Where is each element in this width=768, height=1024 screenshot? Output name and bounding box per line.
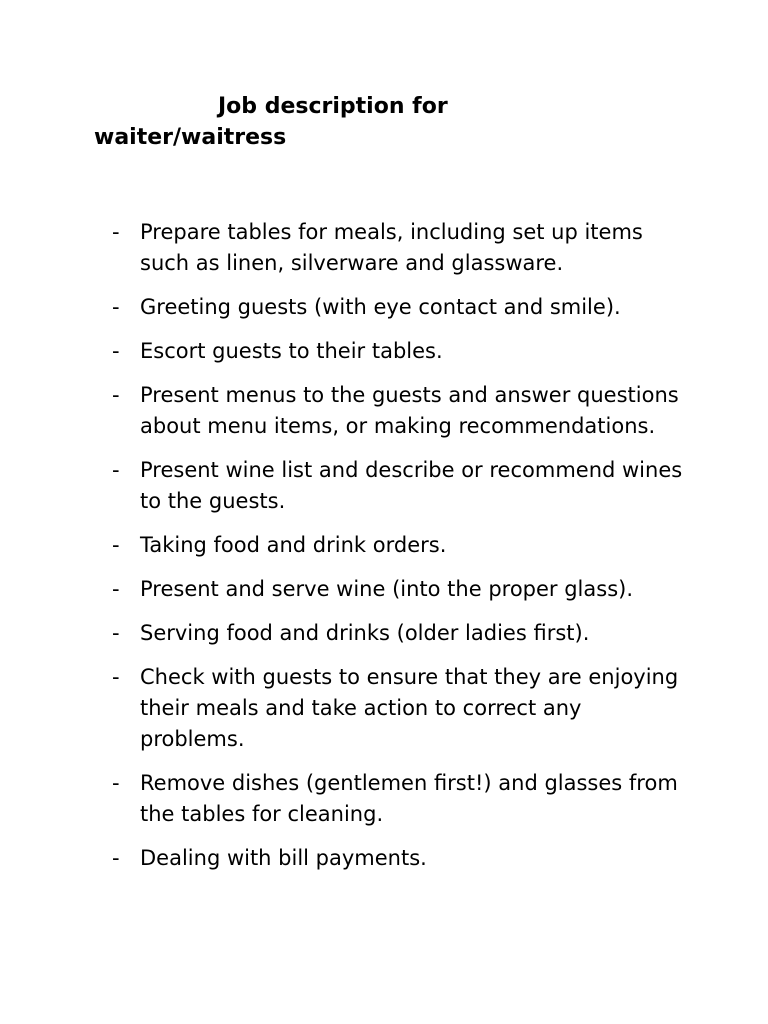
bullet-dash: - <box>112 220 120 244</box>
duty-text: Present wine list and describe or recommend wines to the guests. <box>140 458 683 513</box>
duty-text: Greeting guests (with eye contact and smile). <box>140 295 621 319</box>
duty-text: Remove dishes (gentlemen first!) and glasses from the tables for cleaning. <box>140 771 678 826</box>
duty-item <box>112 843 692 874</box>
bullet-dash: - <box>112 846 120 870</box>
bullet-dash: - <box>112 771 120 795</box>
duty-item <box>112 380 692 442</box>
duty-text: Taking food and drink orders. <box>140 533 447 557</box>
duty-item <box>112 574 692 605</box>
bullet-dash: - <box>112 621 120 645</box>
duty-item <box>112 530 692 561</box>
bullet-dash: - <box>112 665 120 689</box>
duty-item <box>112 662 692 755</box>
duty-text: Present menus to the guests and answer questions about menu items, or making recommendations. <box>140 383 679 438</box>
bullet-dash: - <box>112 339 120 363</box>
duty-item <box>112 292 692 323</box>
duty-text: Present and serve wine (into the proper glass). <box>140 577 634 601</box>
duty-text: Prepare tables for meals, including set up items such as linen, silverware and glassware. <box>140 220 643 275</box>
bullet-dash: - <box>112 383 120 407</box>
duty-text: Check with guests to ensure that they are enjoying their meals and take action to correct any problems. <box>140 665 679 751</box>
duty-item <box>112 768 692 830</box>
duty-item <box>112 217 692 279</box>
bullet-dash: - <box>112 295 120 319</box>
duty-text: Dealing with bill payments. <box>140 846 427 870</box>
document-title: Job description for waiter/waitress <box>94 94 448 150</box>
duty-text: Serving food and drinks (older ladies first). <box>140 621 590 645</box>
duty-item <box>112 455 692 517</box>
duty-item <box>112 336 692 367</box>
bullet-dash: - <box>112 533 120 557</box>
bullet-dash: - <box>112 458 120 482</box>
bullet-dash: - <box>112 577 120 601</box>
duty-item <box>112 618 692 649</box>
duty-text: Escort guests to their tables. <box>140 339 443 363</box>
duties-list <box>112 217 692 887</box>
